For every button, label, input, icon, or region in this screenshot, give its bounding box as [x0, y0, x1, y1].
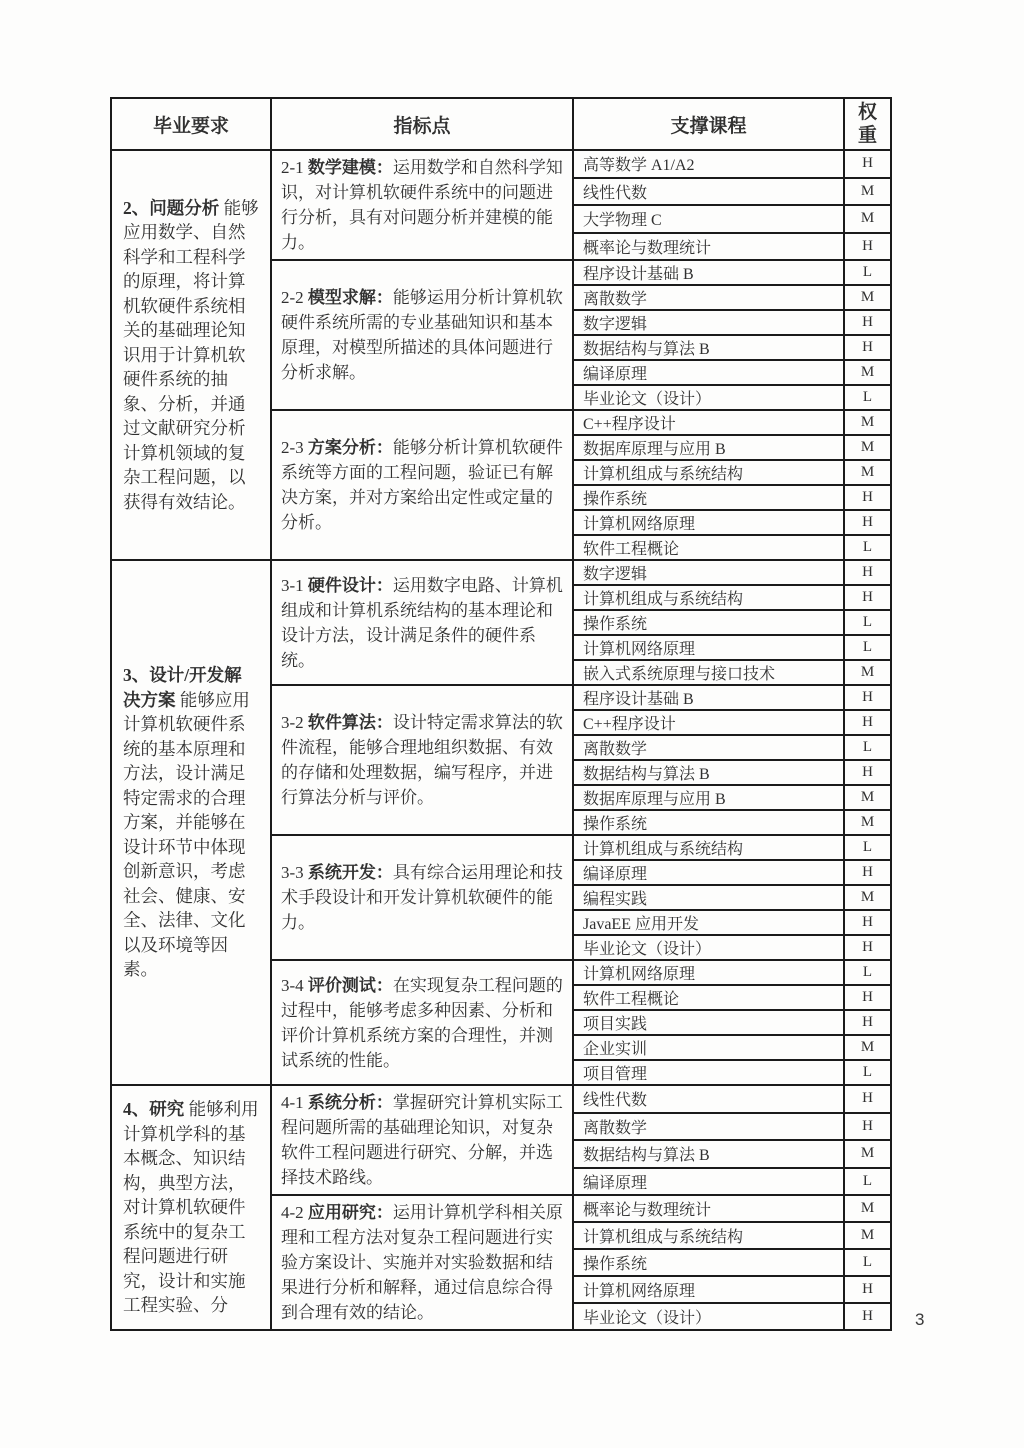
course-name-cell: 数字逻辑	[573, 310, 844, 335]
header-row	[111, 98, 891, 150]
course-name-cell: C++程序设计	[573, 410, 844, 435]
course-name-cell: 线性代数	[573, 178, 844, 206]
indicator-cell	[271, 560, 573, 685]
requirement-description: 能够利用计算机学科的基本概念、知识结构，典型方法，对计算机软硬件系统中的复杂工程问题进行研究，设计和实施工程实验、分	[123, 1099, 259, 1316]
course-weight-cell: M	[844, 1140, 891, 1168]
requirement-cell	[111, 150, 271, 560]
course-weight-cell: H	[844, 935, 891, 960]
indicator-code: 2-1	[281, 158, 304, 177]
course-weight-cell: H	[844, 860, 891, 885]
course-name-cell: 项目实践	[573, 1010, 844, 1035]
course-name-cell: 离散数学	[573, 285, 844, 310]
course-weight-cell: M	[844, 785, 891, 810]
course-weight-cell: H	[844, 1010, 891, 1035]
course-weight-cell: L	[844, 960, 891, 985]
course-weight-cell: L	[844, 635, 891, 660]
course-weight-cell: H	[844, 1085, 891, 1113]
course-name-cell: 程序设计基础 B	[573, 685, 844, 710]
course-name-cell: 数据库原理与应用 B	[573, 435, 844, 460]
course-name-cell: 概率论与数理统计	[573, 1195, 844, 1222]
course-weight-cell: L	[844, 385, 891, 410]
course-name-cell: 嵌入式系统原理与接口技术	[573, 660, 844, 685]
course-name-cell: 编译原理	[573, 860, 844, 885]
requirement-title: 问题分析	[149, 197, 220, 218]
requirement-number: 2、	[123, 197, 150, 218]
course-name-cell: 操作系统	[573, 485, 844, 510]
requirement-description: 能够应用计算机软硬件系统的基本原理和方法，设计满足特定需求的合理方案，并能够在设计环节中体现创新意识，考虑社会、健康、安全、法律、文化以及环境等因素。	[123, 689, 250, 980]
course-weight-cell: H	[844, 1276, 891, 1303]
course-name-cell: 数字逻辑	[573, 560, 844, 585]
course-name-cell: 大学物理 C	[573, 205, 844, 233]
course-weight-cell: H	[844, 710, 891, 735]
page-number: 3	[915, 1310, 925, 1329]
course-weight-cell: M	[844, 178, 891, 206]
indicator-description: 掌握研究计算机实际工程问题所需的基础理论知识，对复杂软件工程问题进行研究、分解，并选择技术路线。	[281, 1093, 563, 1187]
course-row	[111, 1085, 891, 1113]
course-name-cell: 高等数学 A1/A2	[573, 150, 844, 178]
course-weight-cell: M	[844, 1222, 891, 1249]
requirement-cell	[111, 1085, 271, 1330]
course-name-cell: 数据结构与算法 B	[573, 760, 844, 785]
indicator-title: 模型求解：	[307, 288, 393, 307]
course-name-cell: 操作系统	[573, 810, 844, 835]
course-name-cell: 编程实践	[573, 885, 844, 910]
course-weight-cell: M	[844, 1195, 891, 1222]
indicator-title: 系统开发：	[307, 863, 393, 882]
course-weight-cell: M	[844, 885, 891, 910]
indicator-code: 3-1	[281, 575, 304, 595]
indicator-title: 方案分析：	[307, 438, 393, 457]
course-name-cell: 编译原理	[573, 360, 844, 385]
indicator-title: 应用研究：	[307, 1203, 393, 1222]
course-name-cell: 毕业论文（设计）	[573, 1303, 844, 1330]
requirement-cell	[111, 560, 271, 1085]
course-name-cell: 操作系统	[573, 1249, 844, 1276]
course-name-cell: 计算机组成与系统结构	[573, 585, 844, 610]
course-weight-cell: L	[844, 1060, 891, 1085]
indicator-description: 设计特定需求算法的软件流程，能够合理地组织数据、有效的存储和处理数据，编写程序，并进行算法分析与评价。	[281, 713, 563, 807]
course-weight-cell: L	[844, 1249, 891, 1276]
course-name-cell: 计算机网络原理	[573, 510, 844, 535]
indicator-cell	[271, 150, 573, 260]
course-name-cell: 线性代数	[573, 1085, 844, 1113]
requirement-number: 3、	[123, 665, 150, 686]
course-weight-cell: L	[844, 535, 891, 560]
course-name-cell: 计算机组成与系统结构	[573, 835, 844, 860]
indicator-description: 运用数字电路、计算机组成和计算机系统结构的基本理论和设计方法，设计满足条件的硬件系统。	[281, 575, 563, 670]
course-weight-cell: H	[844, 985, 891, 1010]
indicator-cell	[271, 960, 573, 1085]
header-course: 支撑课程	[573, 98, 844, 150]
course-weight-cell: H	[844, 1113, 891, 1141]
course-name-cell: 软件工程概论	[573, 985, 844, 1010]
indicator-code: 4-2	[281, 1203, 304, 1222]
indicator-description: 运用数学和自然科学知识，对计算机软硬件系统中的问题进行分析，具有对问题分析并建模的能力。	[281, 158, 563, 252]
course-weight-cell: L	[844, 260, 891, 285]
indicator-description: 运用计算机学科相关原理和工程方法对复杂工程问题进行实验方案设计、实施并对实验数据和结果进行分析和解释，通过信息综合得到合理有效的结论。	[281, 1203, 563, 1322]
course-name-cell: 操作系统	[573, 610, 844, 635]
indicator-code: 2-2	[281, 288, 304, 307]
course-weight-cell: M	[844, 1035, 891, 1060]
course-weight-cell: H	[844, 685, 891, 710]
course-weight-cell: M	[844, 660, 891, 685]
indicator-code: 3-3	[281, 863, 304, 882]
course-weight-cell: H	[844, 910, 891, 935]
header-weight: 权重	[844, 98, 891, 150]
course-weight-cell: H	[844, 150, 891, 178]
indicator-code: 3-2	[281, 713, 304, 732]
course-name-cell: 软件工程概论	[573, 535, 844, 560]
indicator-code: 2-3	[281, 438, 304, 457]
indicator-description: 能够分析计算机软硬件系统等方面的工程问题，验证已有解决方案，并对方案给出定性或定量的分析。	[281, 438, 563, 532]
course-name-cell: 企业实训	[573, 1035, 844, 1060]
course-weight-cell: H	[844, 1303, 891, 1330]
indicator-description: 在实现复杂工程问题的过程中，能够考虑多种因素、分析和评价计算机系统方案的合理性，并测试系统的性能。	[281, 975, 563, 1070]
indicator-cell	[271, 410, 573, 560]
course-weight-cell: H	[844, 310, 891, 335]
course-name-cell: 离散数学	[573, 1113, 844, 1141]
course-weight-cell: M	[844, 360, 891, 385]
course-weight-cell: H	[844, 233, 891, 261]
requirement-title: 设计/开发解决方案	[123, 665, 242, 710]
header-indicator: 指标点	[271, 98, 573, 150]
course-name-cell: 毕业论文（设计）	[573, 935, 844, 960]
course-weight-cell: H	[844, 760, 891, 785]
course-weight-cell: L	[844, 735, 891, 760]
indicator-code: 4-1	[281, 1093, 304, 1112]
course-weight-cell: M	[844, 460, 891, 485]
indicator-cell	[271, 260, 573, 410]
course-weight-cell: L	[844, 835, 891, 860]
indicator-cell	[271, 1085, 573, 1195]
course-weight-cell: H	[844, 485, 891, 510]
course-weight-cell: M	[844, 285, 891, 310]
indicator-title: 系统分析：	[307, 1093, 393, 1112]
indicator-title: 评价测试：	[307, 975, 393, 995]
table-body	[111, 150, 891, 1330]
course-name-cell: 离散数学	[573, 735, 844, 760]
header-requirement: 毕业要求	[111, 98, 271, 150]
course-name-cell: 计算机网络原理	[573, 960, 844, 985]
course-weight-cell: M	[844, 810, 891, 835]
course-name-cell: C++程序设计	[573, 710, 844, 735]
course-weight-cell: H	[844, 560, 891, 585]
course-weight-cell: M	[844, 205, 891, 233]
indicator-cell	[271, 1195, 573, 1330]
course-weight-cell: H	[844, 335, 891, 360]
requirement-description: 能够应用数学、自然科学和工程科学的原理，将计算机软硬件系统相关的基础理论知识用于计算机软硬件系统的抽象、分析，并通过文献研究分析计算机领域的复杂工程问题，以获得有效结论。	[123, 197, 259, 512]
course-weight-cell: H	[844, 585, 891, 610]
indicator-title: 软件算法：	[307, 713, 393, 732]
course-name-cell: JavaEE 应用开发	[573, 910, 844, 935]
indicator-title: 硬件设计：	[307, 575, 393, 595]
course-name-cell: 计算机组成与系统结构	[573, 460, 844, 485]
course-weight-cell: L	[844, 610, 891, 635]
indicator-cell	[271, 685, 573, 835]
course-row	[111, 150, 891, 178]
requirement-title: 研究	[149, 1099, 185, 1120]
course-name-cell: 项目管理	[573, 1060, 844, 1085]
course-name-cell: 编译原理	[573, 1168, 844, 1196]
indicator-cell	[271, 835, 573, 960]
requirements-matrix-table	[110, 97, 892, 1331]
course-weight-cell: L	[844, 1168, 891, 1196]
course-name-cell: 数据库原理与应用 B	[573, 785, 844, 810]
course-name-cell: 计算机网络原理	[573, 1276, 844, 1303]
indicator-description: 能够运用分析计算机软硬件系统所需的专业基础知识和基本原理，对模型所描述的具体问题进行分析求解。	[281, 288, 563, 382]
course-name-cell: 数据结构与算法 B	[573, 1140, 844, 1168]
course-name-cell: 概率论与数理统计	[573, 233, 844, 261]
requirement-number: 4、	[123, 1099, 150, 1120]
indicator-code: 3-4	[281, 975, 304, 995]
course-name-cell: 计算机组成与系统结构	[573, 1222, 844, 1249]
course-row	[111, 560, 891, 585]
course-weight-cell: H	[844, 510, 891, 535]
indicator-title: 数学建模：	[307, 158, 393, 177]
course-name-cell: 数据结构与算法 B	[573, 335, 844, 360]
course-name-cell: 计算机网络原理	[573, 635, 844, 660]
course-name-cell: 程序设计基础 B	[573, 260, 844, 285]
course-weight-cell: M	[844, 435, 891, 460]
indicator-description: 具有综合运用理论和技术手段设计和开发计算机软硬件的能力。	[281, 863, 563, 932]
course-name-cell: 毕业论文（设计）	[573, 385, 844, 410]
course-weight-cell: M	[844, 410, 891, 435]
